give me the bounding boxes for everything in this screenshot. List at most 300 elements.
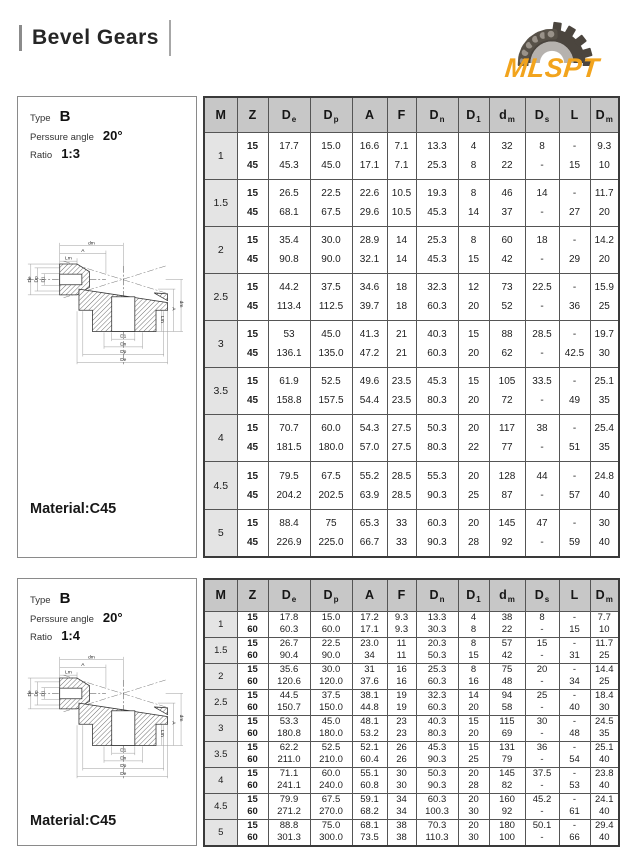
- cell-D1: [458, 226, 489, 273]
- cell-value: 40: [598, 806, 610, 817]
- cell-value: 90.4: [279, 650, 299, 661]
- cell-Dm: [590, 226, 619, 273]
- cell-value: 22.5: [321, 187, 341, 199]
- cell-M: 2.5: [204, 273, 237, 320]
- cell-value: 17.7: [279, 140, 299, 152]
- cell-value: -: [572, 819, 577, 831]
- col-header-a: [352, 97, 387, 132]
- cell-value: 270.0: [319, 806, 343, 817]
- cell-value: 52.5: [321, 741, 341, 753]
- cell-value: 30.0: [321, 663, 341, 675]
- cell-Dm: [590, 819, 619, 846]
- cell-Z: [237, 368, 268, 415]
- cell-dm: [489, 715, 525, 741]
- cell-Dn: [416, 767, 458, 793]
- ratio-value: 1:4: [61, 628, 80, 643]
- cell-Dn: [416, 611, 458, 637]
- cell-value: 15: [246, 470, 259, 482]
- cell-Z: [237, 637, 268, 663]
- cell-A: [352, 663, 387, 689]
- col-header-dp: [310, 579, 352, 611]
- cell-value: 60: [247, 780, 258, 791]
- table-row: [204, 273, 619, 320]
- cell-value: 60.8: [360, 780, 379, 791]
- col-header-main: F: [397, 107, 406, 122]
- cell-value: 60: [247, 650, 258, 661]
- cell-value: 9.3: [597, 140, 612, 152]
- cell-Ds: [525, 689, 559, 715]
- cell-value: 135.0: [318, 348, 344, 360]
- cell-value: 30.0: [321, 234, 341, 246]
- cell-value: 30: [598, 517, 610, 529]
- cell-Z: [237, 741, 268, 767]
- cell-value: 60.4: [360, 754, 379, 765]
- cell-value: 31: [569, 650, 580, 661]
- cell-value: -: [540, 832, 544, 843]
- cell-value: 45: [246, 253, 259, 265]
- cell-Ds: [525, 819, 559, 846]
- cell-value: 30: [598, 348, 610, 360]
- cell-value: 77: [501, 442, 513, 454]
- cell-value: 79.5: [279, 470, 299, 482]
- cell-value: 60.3: [427, 702, 447, 713]
- cell-value: 45.3: [279, 159, 299, 171]
- cell-value: 45: [246, 442, 259, 454]
- cell-value: 27.5: [391, 423, 412, 435]
- cell-Dp: [310, 179, 352, 226]
- cell-value: 59.1: [360, 793, 379, 805]
- cell-value: 33: [395, 536, 408, 548]
- cell-value: -: [540, 780, 544, 791]
- dim-label-Lm: Lm: [65, 670, 72, 676]
- cell-value: 37.5: [321, 689, 341, 701]
- cell-Dn: [416, 689, 458, 715]
- cell-value: 25.3: [427, 159, 447, 171]
- cell-Dm: [590, 611, 619, 637]
- cell-value: 225.0: [318, 536, 344, 548]
- cell-Dp: [310, 368, 352, 415]
- cell-value: 117: [499, 423, 515, 435]
- pressure-angle-value: 20°: [102, 610, 123, 625]
- col-header-main: d: [499, 588, 507, 603]
- cell-value: 45: [246, 348, 259, 360]
- cell-value: 15: [247, 767, 258, 779]
- cell-value: 15: [568, 159, 581, 171]
- cell-value: 15: [246, 517, 259, 529]
- cell-value: 92: [501, 536, 513, 548]
- cell-value: 13.3: [427, 611, 447, 623]
- cell-value: -: [540, 536, 544, 548]
- cell-value: 300.0: [319, 832, 343, 843]
- cell-value: 14: [468, 689, 479, 701]
- cell-A: [352, 368, 387, 415]
- cell-Dp: [310, 415, 352, 462]
- cell-value: 11.7: [594, 187, 614, 199]
- cell-F: [387, 741, 416, 767]
- cell-value: 36: [568, 300, 581, 312]
- cell-dm: [489, 179, 525, 226]
- cell-value: 50.3: [427, 423, 447, 435]
- table-row: [204, 767, 619, 793]
- cell-value: 7.7: [597, 611, 611, 623]
- cell-Dm: [590, 321, 619, 368]
- cell-F: [387, 663, 416, 689]
- cell-M: 3.5: [204, 368, 237, 415]
- cell-value: 30: [468, 806, 479, 817]
- gear-table-ratio-1-3: [203, 96, 620, 558]
- cell-Ds: [525, 509, 559, 557]
- cell-F: [387, 689, 416, 715]
- cell-value: 23.0: [360, 637, 379, 649]
- cell-value: 8: [539, 140, 545, 152]
- cell-value: 15: [468, 741, 479, 753]
- col-header-main: Z: [248, 588, 257, 603]
- cell-value: -: [540, 754, 544, 765]
- cell-value: 62.2: [279, 741, 299, 753]
- cell-value: -: [572, 611, 577, 623]
- cell-L: [559, 415, 590, 462]
- col-header-main: D: [429, 107, 439, 122]
- cell-Ds: [525, 226, 559, 273]
- cell-value: 67.5: [321, 206, 341, 218]
- cell-F: [387, 132, 416, 179]
- cell-value: 27: [568, 206, 581, 218]
- cell-value: 15: [467, 253, 480, 265]
- cell-D1: [458, 637, 489, 663]
- cell-Ds: [525, 321, 559, 368]
- header-row: [204, 97, 619, 132]
- cell-M: 4: [204, 415, 237, 462]
- cell-Z: [237, 767, 268, 793]
- col-header-main: F: [397, 588, 406, 603]
- cell-value: 61: [569, 806, 580, 817]
- cell-value: 55.2: [359, 470, 380, 482]
- cell-value: 16: [468, 676, 479, 687]
- cell-value: 26: [396, 741, 407, 753]
- cell-value: 32.3: [427, 689, 447, 701]
- cell-value: 26.7: [279, 637, 299, 649]
- cell-value: 10.5: [391, 187, 412, 199]
- cell-Z: [237, 689, 268, 715]
- cell-L: [559, 715, 590, 741]
- cell-value: 52.1: [360, 741, 379, 753]
- cell-value: 60: [247, 832, 258, 843]
- cell-dm: [489, 611, 525, 637]
- cell-Ds: [525, 415, 559, 462]
- cell-value: 25.3: [427, 663, 447, 675]
- cell-value: 34: [396, 793, 407, 805]
- cell-Dp: [310, 715, 352, 741]
- cell-L: [559, 611, 590, 637]
- cell-Dp: [310, 132, 352, 179]
- cell-value: 20: [598, 253, 610, 265]
- dim-label-Dp: Dp: [34, 690, 40, 697]
- cell-value: 60.3: [427, 517, 447, 529]
- cell-L: [559, 368, 590, 415]
- cell-De: [268, 715, 310, 741]
- col-header-main: D: [323, 107, 333, 122]
- cell-value: 19: [396, 702, 407, 713]
- cell-value: 68.1: [360, 819, 379, 831]
- cell-D1: [458, 368, 489, 415]
- cell-Ds: [525, 793, 559, 819]
- cell-value: 38: [501, 611, 513, 623]
- cell-value: 45: [246, 159, 259, 171]
- cell-value: 33: [395, 517, 408, 529]
- cell-Dm: [590, 689, 619, 715]
- cell-dm: [489, 321, 525, 368]
- cell-F: [387, 321, 416, 368]
- cell-Ds: [525, 462, 559, 509]
- cell-F: [387, 368, 416, 415]
- cell-value: 90.3: [427, 780, 447, 791]
- cell-D1: [458, 767, 489, 793]
- cell-M: 5: [204, 819, 237, 846]
- cell-value: 23.8: [595, 767, 614, 779]
- cell-D1: [458, 273, 489, 320]
- col-header-sub: m: [605, 114, 613, 124]
- cell-value: 131: [499, 741, 515, 753]
- cell-L: [559, 462, 590, 509]
- cell-value: -: [540, 300, 544, 312]
- col-header-sub: p: [333, 114, 339, 124]
- cell-Dp: [310, 767, 352, 793]
- cell-value: 31: [364, 663, 375, 675]
- cell-value: -: [572, 793, 577, 805]
- cell-value: 8: [539, 611, 545, 623]
- material-text: Material:C45: [30, 501, 117, 517]
- cell-L: [559, 689, 590, 715]
- cell-L: [559, 793, 590, 819]
- cell-value: -: [572, 517, 577, 529]
- cell-value: 79: [501, 754, 513, 765]
- dim-label-D1: D1: [120, 334, 127, 340]
- cell-value: 45.0: [321, 715, 341, 727]
- cell-A: [352, 462, 387, 509]
- cell-value: 30: [536, 715, 548, 727]
- cell-value: 105: [498, 376, 516, 388]
- col-header-sub: 1: [476, 114, 481, 124]
- cell-M: 1: [204, 611, 237, 637]
- cell-value: 157.5: [318, 395, 344, 407]
- cell-value: 47: [536, 517, 548, 529]
- cell-value: 36: [536, 741, 548, 753]
- cell-value: 15.9: [594, 281, 614, 293]
- cell-value: 45: [246, 300, 259, 312]
- cell-value: -: [540, 676, 544, 687]
- cell-Dp: [310, 793, 352, 819]
- cell-De: [268, 179, 310, 226]
- cell-dm: [489, 368, 525, 415]
- cell-Ds: [525, 179, 559, 226]
- cell-value: 51: [568, 442, 581, 454]
- cell-value: 15: [247, 637, 258, 649]
- cell-Dp: [310, 819, 352, 846]
- title-right-bar: [169, 20, 171, 56]
- cell-value: 112.5: [318, 300, 344, 312]
- cell-value: -: [540, 159, 544, 171]
- cell-F: [387, 415, 416, 462]
- cell-Z: [237, 226, 268, 273]
- cell-F: [387, 611, 416, 637]
- cell-value: 65.3: [359, 517, 380, 529]
- cell-Dn: [416, 321, 458, 368]
- cell-F: [387, 767, 416, 793]
- cell-value: 180.0: [319, 728, 343, 739]
- cell-Dn: [416, 368, 458, 415]
- cell-value: 19.7: [594, 329, 614, 341]
- cell-value: -: [540, 442, 544, 454]
- table-row: [204, 462, 619, 509]
- col-header-main: Z: [248, 107, 257, 122]
- cell-value: 42: [501, 650, 513, 661]
- cell-value: 10: [598, 159, 610, 171]
- cell-M: 4.5: [204, 793, 237, 819]
- cell-value: 75: [325, 517, 337, 529]
- cell-Dn: [416, 132, 458, 179]
- cell-value: 20: [468, 819, 479, 831]
- cell-A: [352, 741, 387, 767]
- dim-label-D1: D1: [41, 276, 47, 283]
- col-header-de: [268, 97, 310, 132]
- cell-value: 30: [468, 832, 479, 843]
- col-header-sub: e: [291, 114, 297, 124]
- cell-value: 18.4: [595, 689, 614, 701]
- cell-value: 53: [283, 329, 295, 341]
- cell-D1: [458, 715, 489, 741]
- cell-value: 20: [467, 348, 480, 360]
- cell-value: 18: [536, 234, 548, 246]
- dim-label-A: A: [81, 249, 85, 255]
- cell-value: 39.7: [359, 300, 380, 312]
- cell-value: 55.1: [360, 767, 379, 779]
- cell-value: 58: [501, 702, 513, 713]
- cell-value: -: [540, 702, 544, 713]
- col-header-z: [237, 579, 268, 611]
- cell-Ds: [525, 368, 559, 415]
- cell-Dm: [590, 637, 619, 663]
- cell-value: 60.3: [427, 793, 447, 805]
- cell-value: 45.3: [427, 253, 447, 265]
- col-header-main: M: [215, 588, 226, 603]
- table-row: [204, 689, 619, 715]
- cell-M: 2: [204, 663, 237, 689]
- dim-label-Lm: Lm: [65, 256, 72, 262]
- col-header-main: D: [534, 588, 544, 603]
- col-header-ds: [525, 579, 559, 611]
- table-row: [204, 741, 619, 767]
- cell-L: [559, 637, 590, 663]
- cell-value: 15: [246, 423, 259, 435]
- cell-value: 60: [247, 676, 258, 687]
- cell-De: [268, 793, 310, 819]
- cell-Dn: [416, 715, 458, 741]
- cell-value: 226.9: [276, 536, 302, 548]
- cell-value: 50.3: [427, 767, 447, 779]
- dim-label-A: A: [170, 721, 176, 725]
- cell-value: 10.5: [391, 206, 412, 218]
- cell-value: 150.7: [277, 702, 301, 713]
- cell-value: 60.0: [321, 624, 341, 635]
- ratio-label: Ratio: [30, 632, 53, 643]
- cell-M: 3.5: [204, 741, 237, 767]
- cell-D1: [458, 132, 489, 179]
- cell-value: 22: [501, 159, 513, 171]
- cell-D1: [458, 321, 489, 368]
- cell-value: 35: [598, 728, 610, 739]
- cell-value: 28: [467, 536, 480, 548]
- col-header-m: [204, 579, 237, 611]
- cell-value: 160: [499, 793, 515, 805]
- cell-dm: [489, 415, 525, 462]
- col-header-dn: [416, 97, 458, 132]
- cell-value: -: [572, 689, 577, 701]
- pressure-angle-label: Perssure angle: [30, 132, 94, 143]
- cell-De: [268, 767, 310, 793]
- cell-M: 1: [204, 132, 237, 179]
- col-header-d1: [458, 579, 489, 611]
- cell-value: 23.5: [391, 376, 412, 388]
- cell-value: 158.8: [276, 395, 302, 407]
- cell-value: 19: [396, 689, 407, 701]
- col-header-de: [268, 579, 310, 611]
- cell-value: 73.5: [360, 832, 379, 843]
- cell-value: 68.2: [360, 806, 379, 817]
- cell-A: [352, 415, 387, 462]
- cell-Dn: [416, 637, 458, 663]
- col-header-sub: 1: [476, 595, 481, 605]
- col-header-sub: e: [291, 595, 297, 605]
- col-header-sub: n: [439, 114, 445, 124]
- cell-Ds: [525, 637, 559, 663]
- cell-Z: [237, 132, 268, 179]
- cell-value: 90.3: [427, 536, 447, 548]
- cell-value: 42.5: [564, 348, 585, 360]
- cell-value: 24.5: [595, 715, 614, 727]
- cell-A: [352, 179, 387, 226]
- col-header-l: [559, 97, 590, 132]
- logo-text: MLSPT: [503, 53, 601, 83]
- cell-Z: [237, 715, 268, 741]
- cell-value: 94: [501, 689, 513, 701]
- cell-value: 145: [498, 517, 516, 529]
- cell-value: -: [572, 376, 577, 388]
- cell-D1: [458, 462, 489, 509]
- cell-M: 3: [204, 321, 237, 368]
- cell-De: [268, 819, 310, 846]
- cell-value: 34: [364, 650, 375, 661]
- table-row: [204, 132, 619, 179]
- cell-De: [268, 509, 310, 557]
- cell-value: 35: [598, 395, 610, 407]
- cell-Ds: [525, 741, 559, 767]
- table-row: [204, 637, 619, 663]
- cell-value: 60.3: [279, 624, 299, 635]
- cell-L: [559, 741, 590, 767]
- cell-value: 14.2: [594, 234, 614, 246]
- bevel-gear-drawing-svg: [21, 653, 187, 784]
- cell-value: 45.3: [427, 741, 447, 753]
- table-row: [204, 321, 619, 368]
- cell-value: -: [572, 715, 577, 727]
- cell-value: 62: [501, 348, 513, 360]
- cell-value: 61.9: [279, 376, 299, 388]
- cell-value: 25.3: [427, 234, 447, 246]
- cell-Z: [237, 793, 268, 819]
- cell-value: 301.3: [277, 832, 301, 843]
- cell-dm: [489, 226, 525, 273]
- cell-Dn: [416, 179, 458, 226]
